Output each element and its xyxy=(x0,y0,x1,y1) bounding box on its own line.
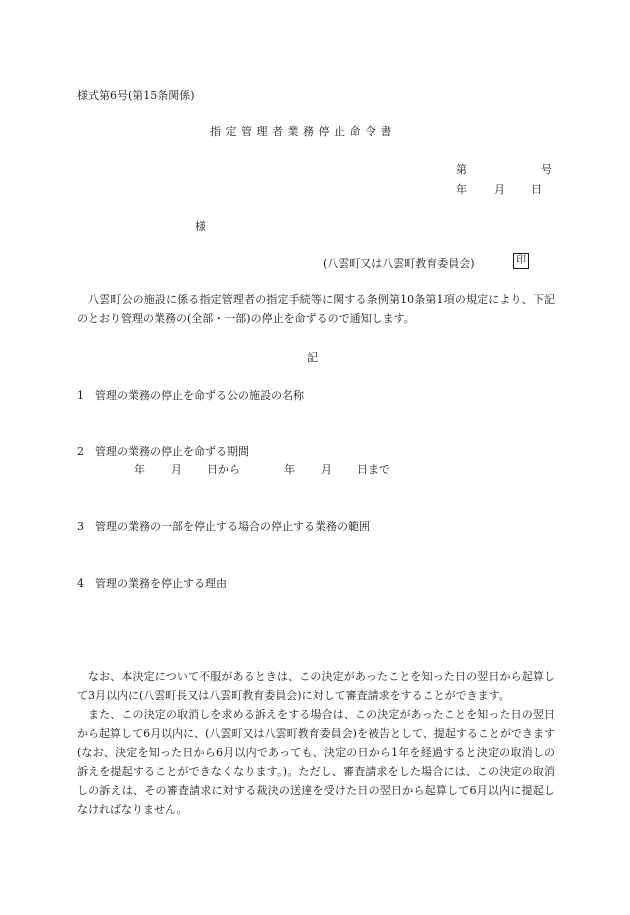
document-title: 指定管理者業務停止命令書 xyxy=(210,125,396,138)
number-suffix: 号 xyxy=(541,163,552,176)
item-suspension-reason: 4 管理の業務を停止する理由 xyxy=(77,577,227,590)
issue-date-line xyxy=(456,181,542,197)
addressee-suffix: 様 xyxy=(195,220,206,233)
period-start-day: 日から xyxy=(207,463,240,476)
period-start-year: 年 xyxy=(134,463,145,476)
date-month: 月 xyxy=(494,183,505,196)
intro-text: 八雲町公の施設に係る指定管理者の指定手続等に関する条例第10条第1項の規定により、下記のとおり管理の業務の(全部・一部)の停止を命ずるので通知します。 xyxy=(77,293,555,325)
notice-lawsuit: また、この決定の取消しを求める訴えをする場合は、この決定があったことを知った日の翌日から起算して6月以内に、(八雲町又は八雲町教育委員会)を被告として、提起することができます(なお、決定を知った日から6月以内であっても、決定の日から1年を経過すると決定の取消しの訴えを提起することができなくなります。)。ただし、審査請求をした場合には、この決定の取消しの訴えは、その審査請求に対する裁決の送達を受けた日の翌日から起算して6月以内に提起しなければなりません。 xyxy=(77,708,555,816)
item-suspension-scope: 3 管理の業務の一部を停止する場合の停止する業務の範囲 xyxy=(77,520,370,533)
date-day: 日 xyxy=(531,183,542,196)
period-end-day: 日まで xyxy=(357,463,390,476)
number-prefix: 第 xyxy=(456,163,467,176)
item-suspension-period: 2 管理の業務の停止を命ずる期間 xyxy=(77,445,249,458)
period-end-year: 年 xyxy=(284,463,295,476)
document-number-line xyxy=(456,161,552,177)
form-label: 様式第6号(第15条関係) xyxy=(77,89,195,102)
seal-mark: 印 xyxy=(513,253,529,269)
suspension-period-line xyxy=(134,461,390,477)
item-facility-name: 1 管理の業務の停止を命ずる公の施設の名称 xyxy=(77,389,304,402)
issuer-name: (八雲町又は八雲町教育委員会) xyxy=(323,257,475,270)
period-start-month: 月 xyxy=(171,463,182,476)
notice-review-request: なお、本決定について不服があるときは、この決定があったことを知った日の翌日から起算して3月以内に(八雲町長又は八雲町教育委員会)に対して審査請求をすることができます。 xyxy=(77,670,555,702)
intro-paragraph xyxy=(77,290,555,328)
ki-heading: 記 xyxy=(307,351,318,364)
appeal-notice xyxy=(77,667,555,819)
date-year: 年 xyxy=(456,183,467,196)
period-end-month: 月 xyxy=(321,463,332,476)
